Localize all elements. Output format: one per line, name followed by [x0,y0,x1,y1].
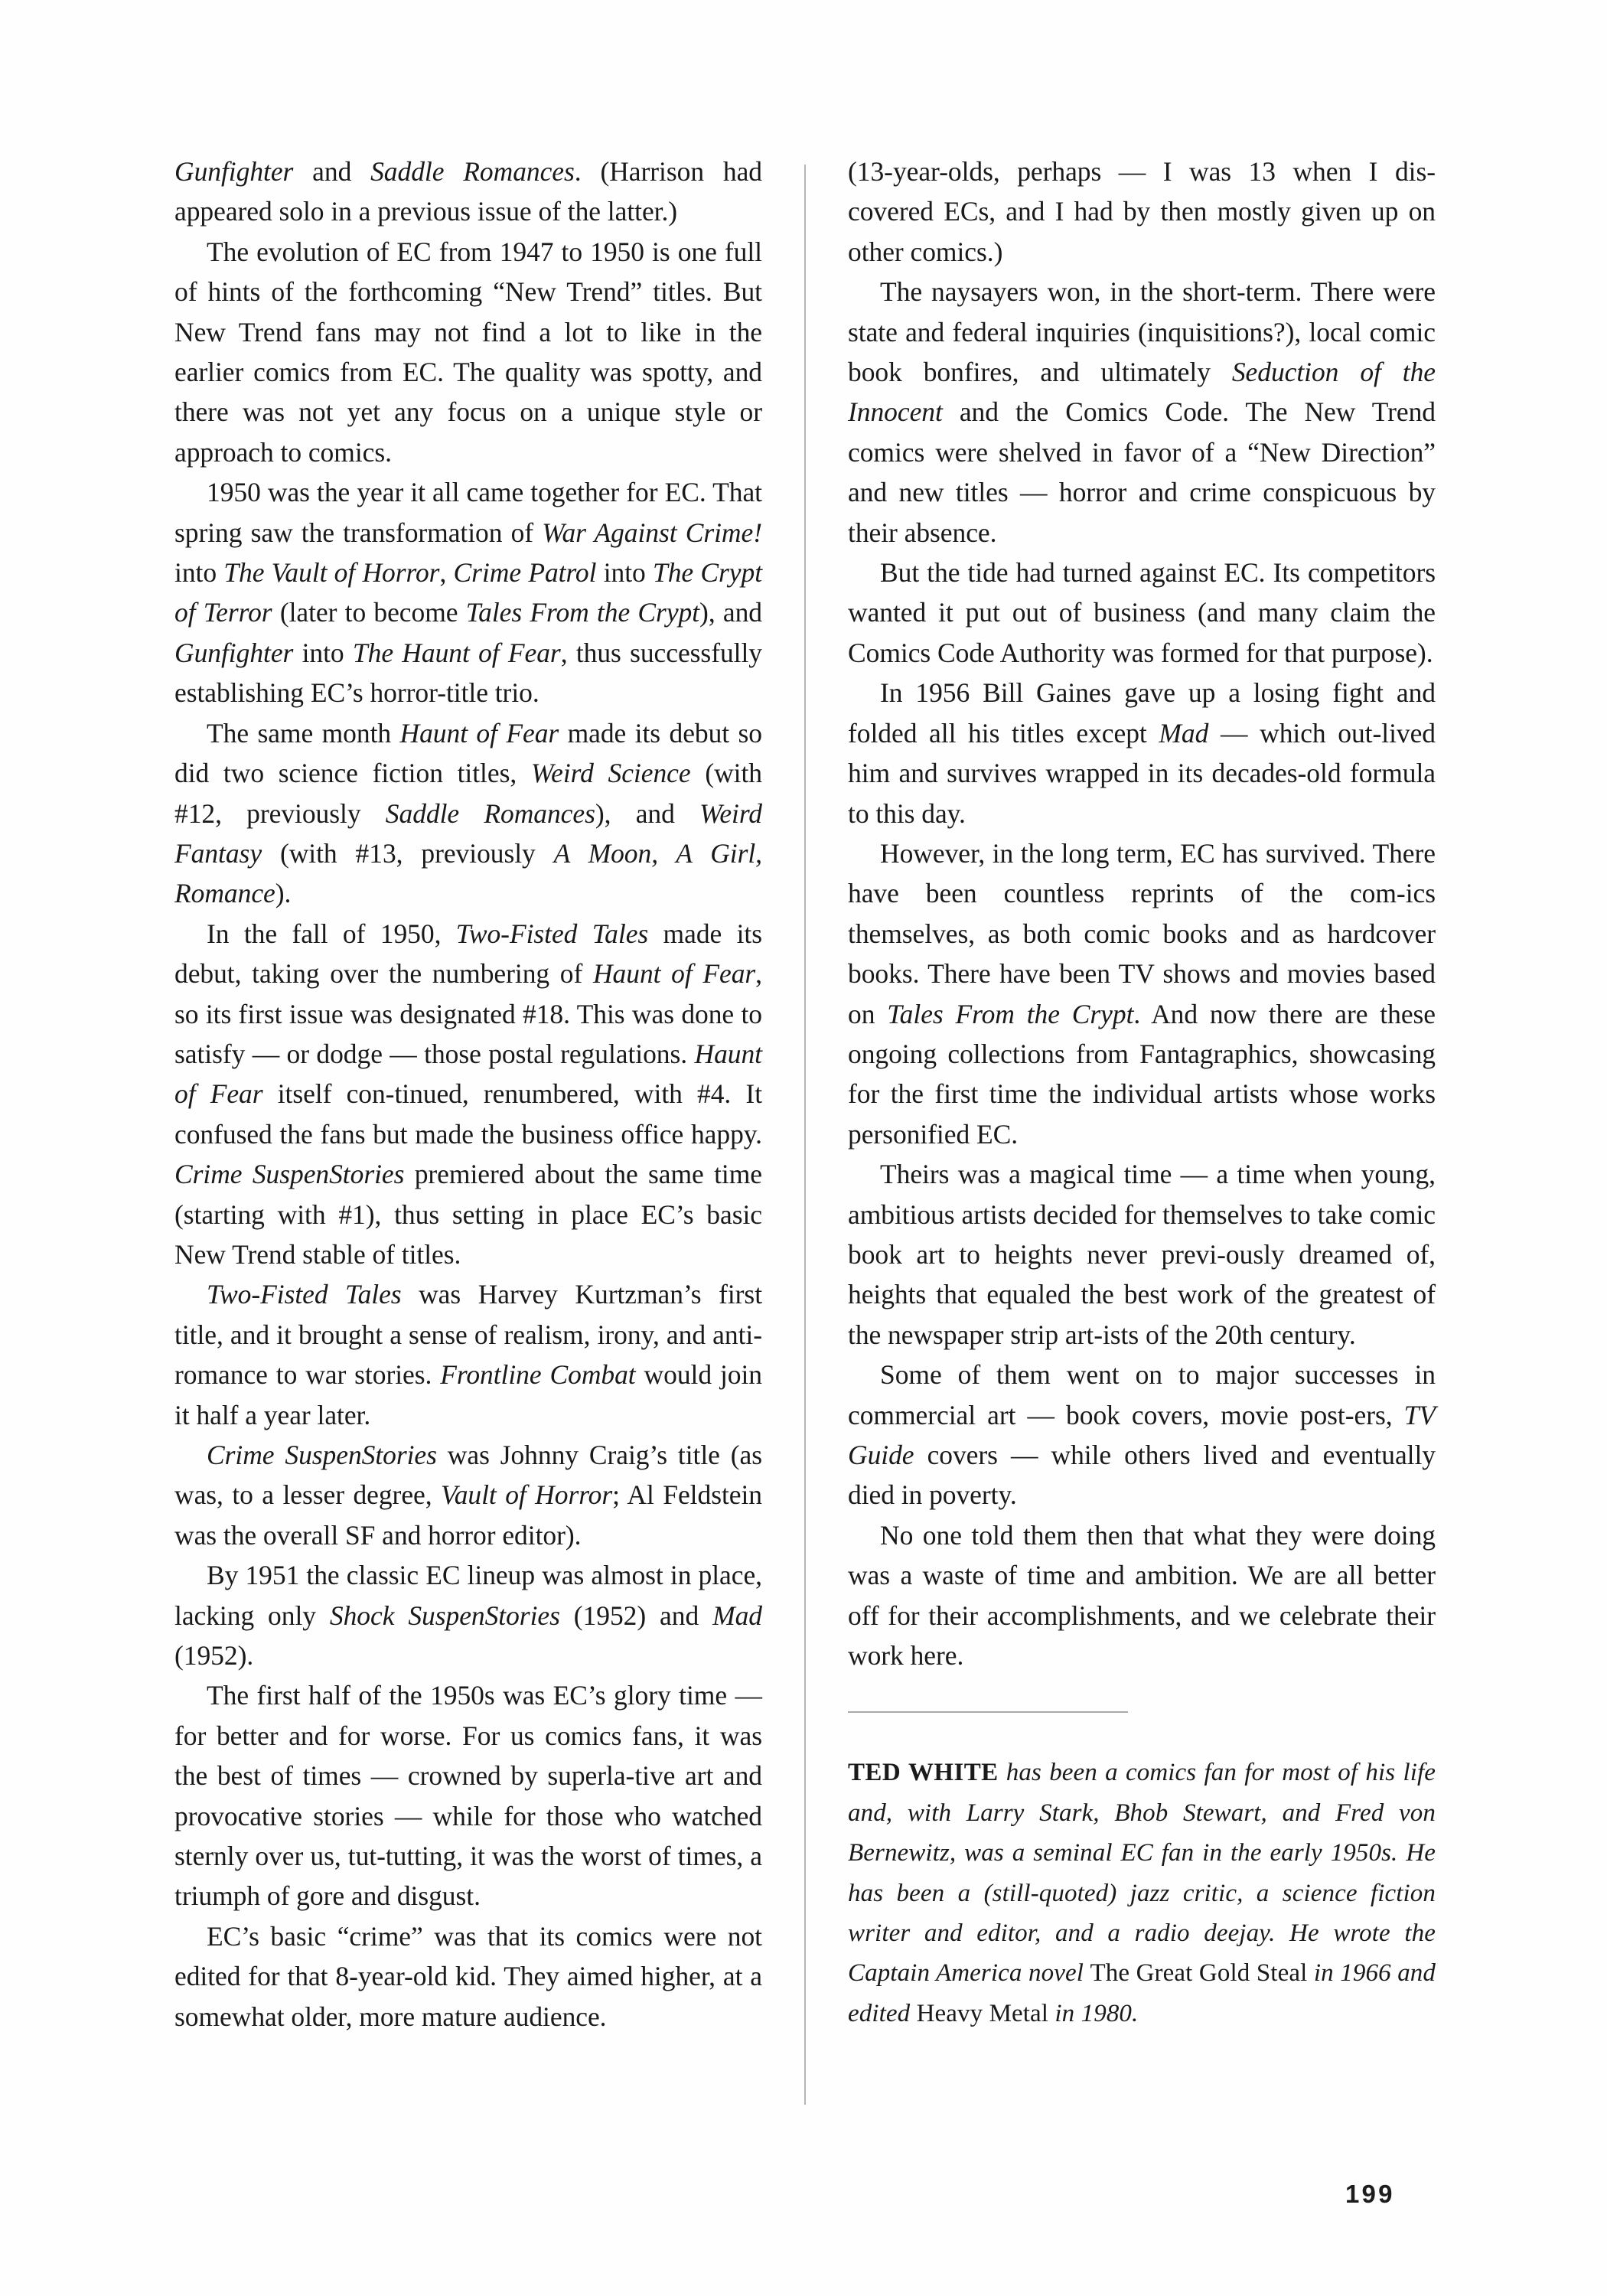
body-paragraph: EC’s basic “crime” was that its comics were not edited for that 8-year-old kid. They aimed higher, at a somewhat older, more mature audience. [174,1920,762,2032]
body-paragraph: 1950 was the year it all came together for EC. That spring saw the transformation of War Against Crime! into The Vault of Horror, Crime Patrol into The Crypt of Terror (later to become Tales From the Crypt), and Gunfighter into The Haunt of Fear, thus successfully establishing EC’s horror-title trio. [174,477,763,709]
body-paragraph: No one told them then that what they were doing was a waste of time and ambition. We are all better off for their accomplishments, and we celebrate their work here. [848,1519,1436,1671]
body-paragraph: (13-year-olds, perhaps — I was 13 when I dis-covered ECs, and I had by then mostly given up on other comics.) [848,156,1436,267]
body-paragraph: By 1951 the classic EC lineup was almost in place, lacking only Shock SuspenStories (1952) and Mad (1952). [174,1560,762,1671]
contributor-note: TED WHITE has been a comics fan for most of his life and, with Larry Stark, Bhob Stewart, and Fred von Bernewitz, was a seminal EC fan in the early 1950s. He has been a (still-quoted) jazz critic, a science fiction writer and editor, and a radio deejay. He wrote the Captain America novel The Great Gold Steal in 1966 and edited Heavy Metal in 1980. [848,1759,1436,2027]
right-text-column [848,152,1436,2111]
body-paragraph: In the fall of 1950, Two-Fisted Tales made its debut, taking over the numbering of Haunt of Fear, so its first issue was designated #18. This was done to satisfy — or dodge — those postal regulations. Haunt of Fear itself con-tinued, renumbered, with #4. It confused the fans but made the business office happy. Crime SuspenStories premiered about the same time (starting with #1), thus setting in place EC’s basic New Trend stable of titles. [174,918,763,1270]
two-column-text-body [174,152,1436,2111]
body-paragraph: Crime SuspenStories was Johnny Craig’s title (as was, to a lesser degree, Vault of Horror; Al Feldstein was the overall SF and horror editor). [174,1440,762,1551]
body-paragraph: The first half of the 1950s was EC’s glory time — for better and for worse. For us comics fans, it was the best of times — crowned by superla-tive art and provocative stories — while for those who watched sternly over us, tut-tutting, it was the worst of times, a triumph of gore and disgust. [174,1680,762,1912]
body-paragraph: In 1956 Bill Gaines gave up a losing fight and folded all his titles except Mad — which out-lived him and survives wrapped in its decades-old formula to this day. [848,677,1436,829]
page-number-folio: 199 [1345,2180,1395,2208]
body-paragraph: However, in the long term, EC has survived. There have been countless reprints of the com-ics themselves, as both comic books and as hardcover books. There have been TV shows and movies based on Tales From the Crypt. And now there are these ongoing collections from Fantagraphics, showcasing for the first time the individual artists whose works personified EC. [848,837,1436,1150]
body-paragraph: The same month Haunt of Fear made its debut so did two science fiction titles, Weird Science (with #12, previously Saddle Romances), and Weird Fantasy (with #13, previously A Moon, A Girl, Romance). [174,717,763,909]
body-paragraph: The evolution of EC from 1947 to 1950 is one full of hints of the forthcoming “New Trend” titles. But New Trend fans may not find a lot to like in the earlier comics from EC. The quality was spotty, and there was not yet any focus on a unique style or approach to comics. [174,236,762,468]
body-paragraph: Gunfighter and Saddle Romances. (Harrison had appeared solo in a previous issue of the latter.) [174,156,762,227]
body-paragraph: The naysayers won, in the short-term. There were state and federal inquiries (inquisitions?), local comic book bonfires, and ultimately Seduction of the Innocent and the Comics Code. The New Trend comics were shelved in favor of a “New Direction” and new titles — horror and crime conspicuous by their absence. [848,276,1436,548]
body-paragraph: But the tide had turned against EC. Its competitors wanted it put out of business (and many claim the Comics Code Authority was formed for that purpose). [848,557,1436,668]
body-paragraph: Two-Fisted Tales was Harvey Kurtzman’s first title, and it brought a sense of realism, irony, and anti-romance to war stories. Frontline Combat would join it half a year later. [174,1279,763,1430]
contributor-note-rule [848,1711,1128,1713]
left-text-column [174,152,762,2111]
body-paragraph: Theirs was a magical time — a time when young, ambitious artists decided for themselves to take comic book art to heights never previ-ously dreamed of, heights that equaled the best work of the greatest of the newspaper strip art-ists of the 20th century. [848,1159,1436,1350]
body-paragraph: Some of them went on to major successes in commercial art — book covers, movie post-ers, TV Guide covers — while others lived and eventually died in poverty. [848,1359,1436,1511]
